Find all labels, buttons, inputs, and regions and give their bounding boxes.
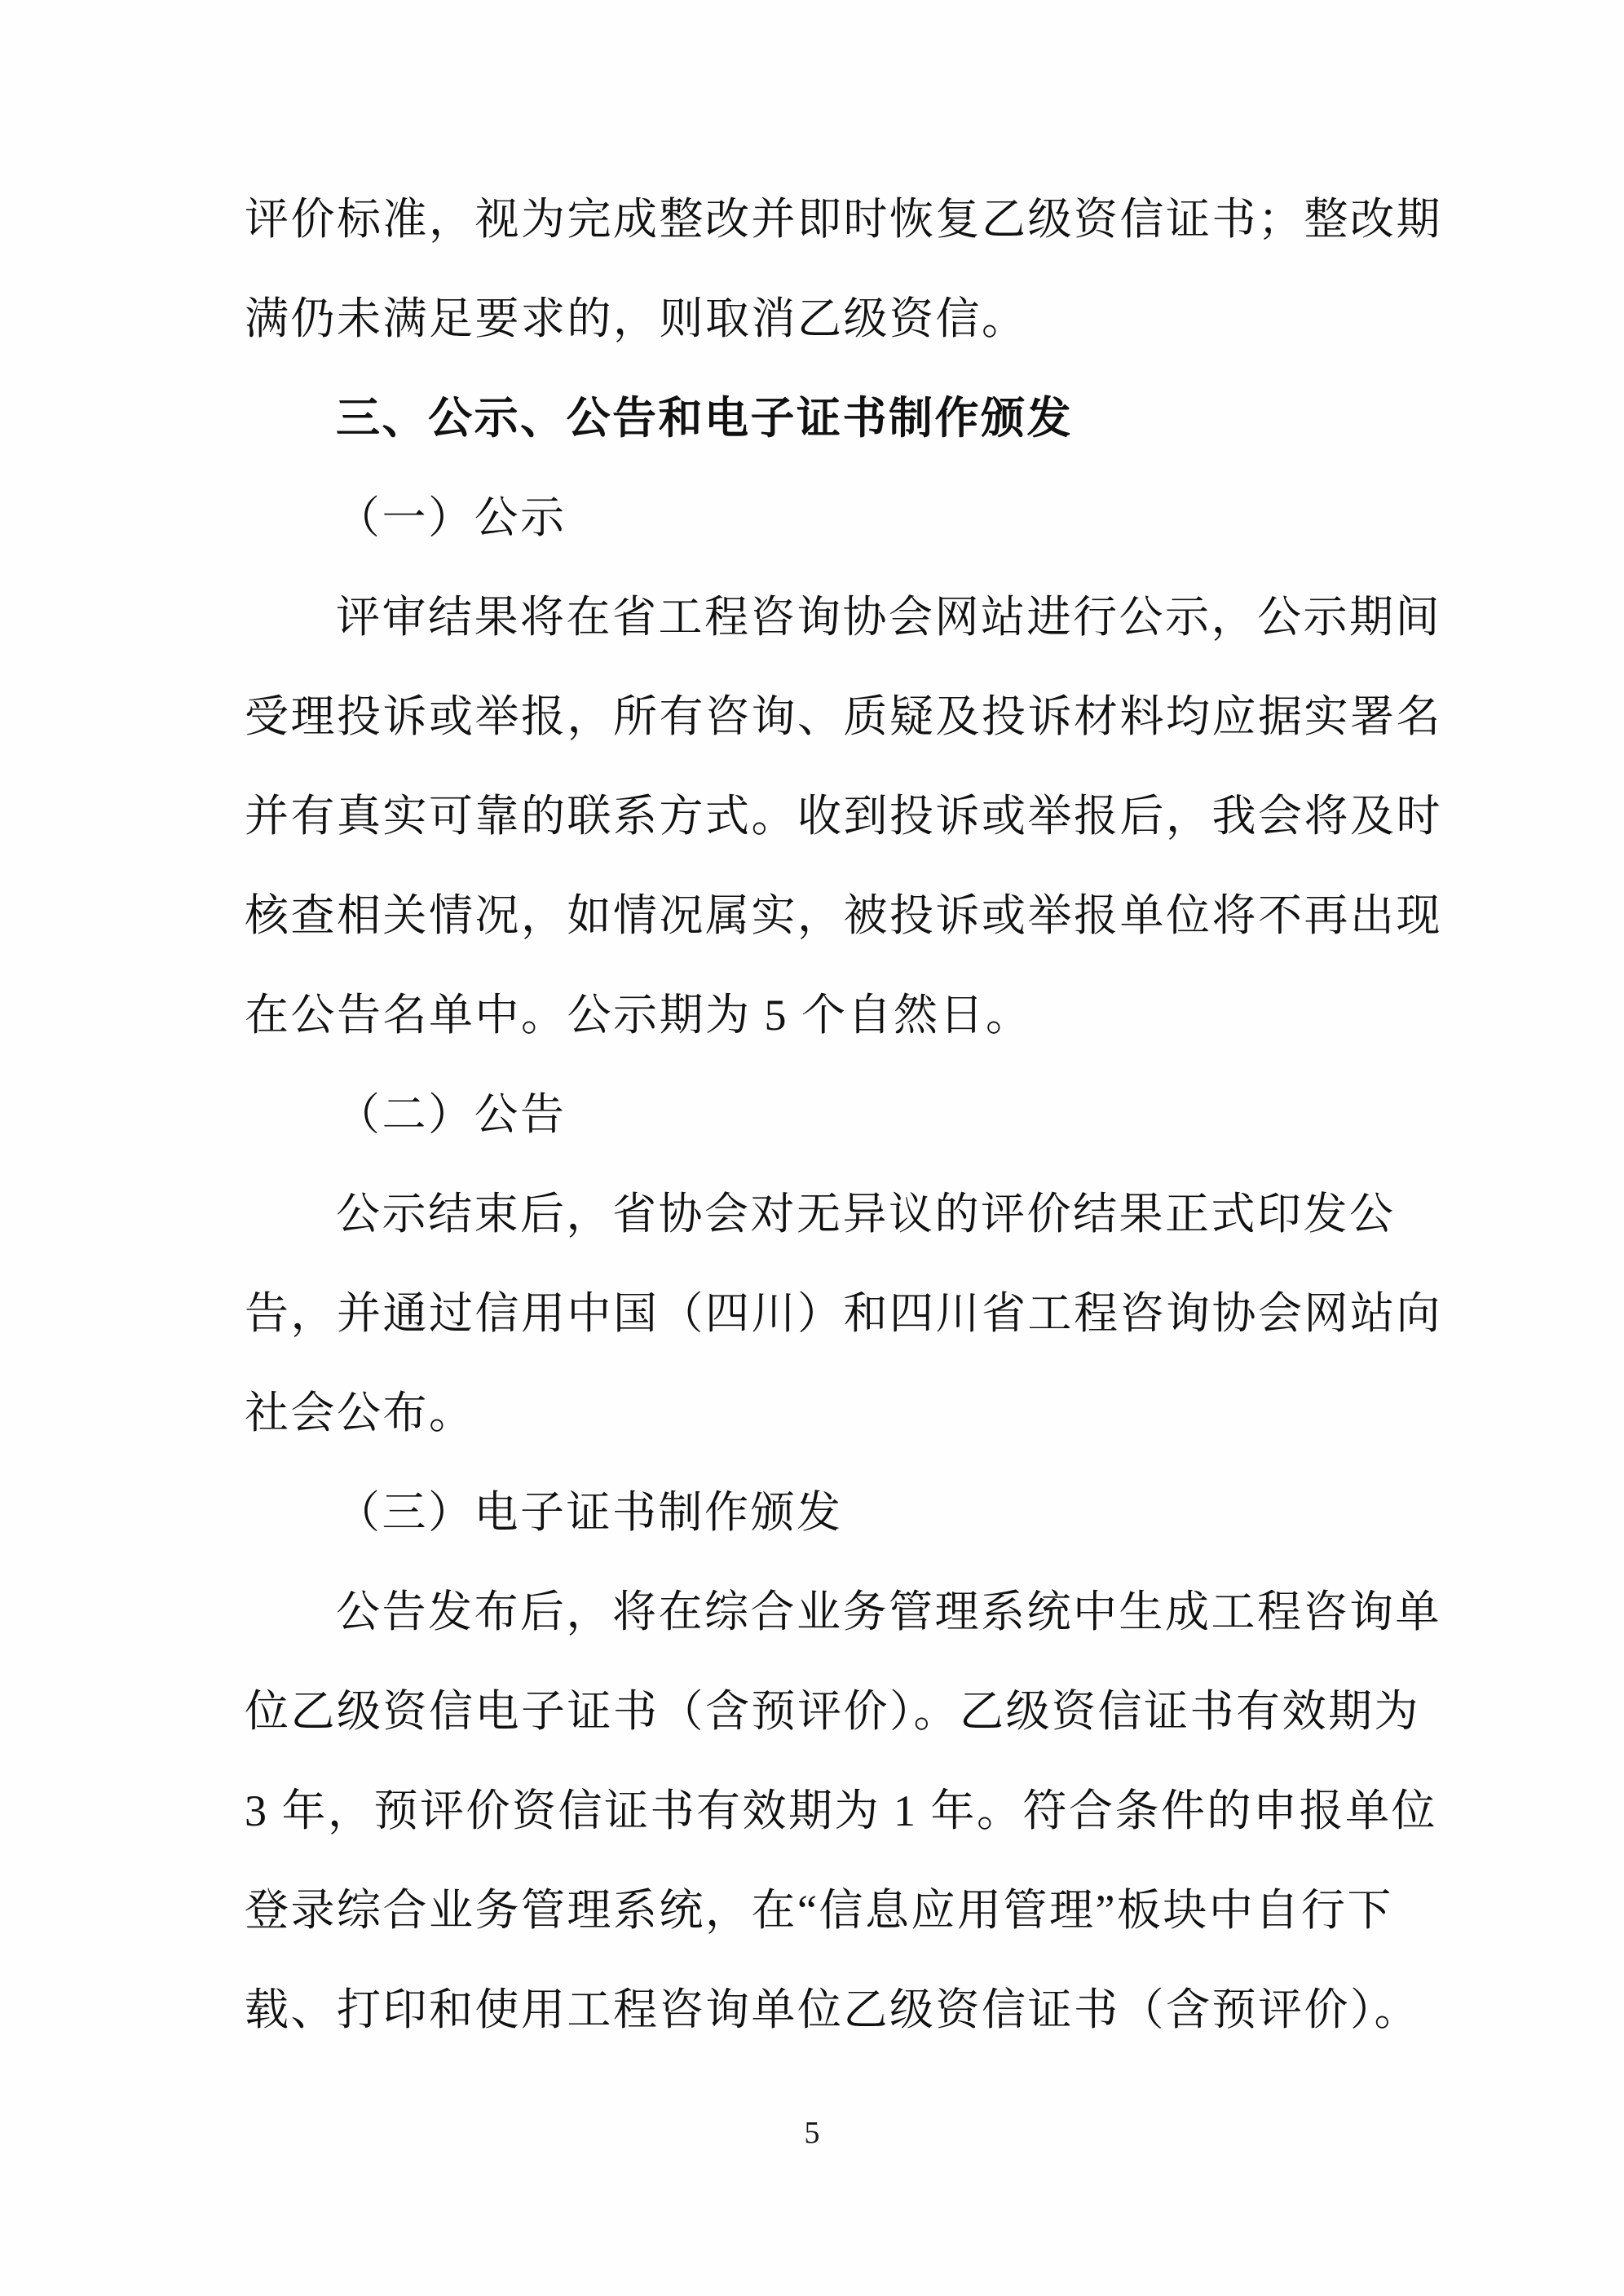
paragraph bbox=[245, 567, 1443, 1065]
text-line: 告，并通过信用中国（四川）和四川省工程咨询协会网站向 bbox=[245, 1289, 1442, 1338]
text-line: 公示结束后，省协会对无异议的评价结果正式印发公 bbox=[336, 1190, 1396, 1239]
section-heading: 三、公示、公告和电子证书制作颁发 bbox=[336, 394, 1073, 443]
text-line: 受理投诉或举报，所有咨询、质疑及投诉材料均应据实署名 bbox=[245, 692, 1442, 741]
subsection-heading: （一）公示 bbox=[336, 493, 567, 542]
document-body bbox=[245, 170, 1443, 2060]
text-line: 评价标准，视为完成整改并即时恢复乙级资信证书；整改期 bbox=[245, 195, 1442, 244]
text-line: 登录综合业务管理系统，在“信息应用管理”板块中自行下 bbox=[245, 1886, 1393, 1935]
text-line: 核查相关情况，如情况属实，被投诉或举报单位将不再出现 bbox=[245, 891, 1442, 940]
text-line: 在公告名单中。公示期为 5 个自然日。 bbox=[245, 991, 1032, 1040]
page-number: 5 bbox=[804, 2116, 820, 2150]
text-line: 载、打印和使用工程咨询单位乙级资信证书（含预评价）。 bbox=[245, 1985, 1420, 2034]
subsection-heading: （二）公告 bbox=[336, 1090, 567, 1139]
paragraph bbox=[245, 1164, 1443, 1463]
text-line: 公告发布后，将在综合业务管理系统中生成工程咨询单 bbox=[336, 1587, 1441, 1636]
text-line: 并有真实可靠的联系方式。收到投诉或举报后，我会将及时 bbox=[245, 792, 1442, 841]
text-line: 位乙级资信电子证书（含预评价）。乙级资信证书有效期为 bbox=[245, 1687, 1420, 1736]
text-line: 3 年，预评价资信证书有效期为 1 年。符合条件的申报单位 bbox=[245, 1786, 1437, 1835]
text-line: 满仍未满足要求的，则取消乙级资信。 bbox=[245, 294, 1028, 343]
paragraph bbox=[245, 170, 1443, 369]
paragraph bbox=[245, 1562, 1443, 2060]
text-line: 社会公布。 bbox=[245, 1389, 475, 1437]
text-line: 评审结果将在省工程咨询协会网站进行公示，公示期间 bbox=[336, 593, 1441, 642]
subsection-heading: （三）电子证书制作颁发 bbox=[336, 1488, 843, 1537]
